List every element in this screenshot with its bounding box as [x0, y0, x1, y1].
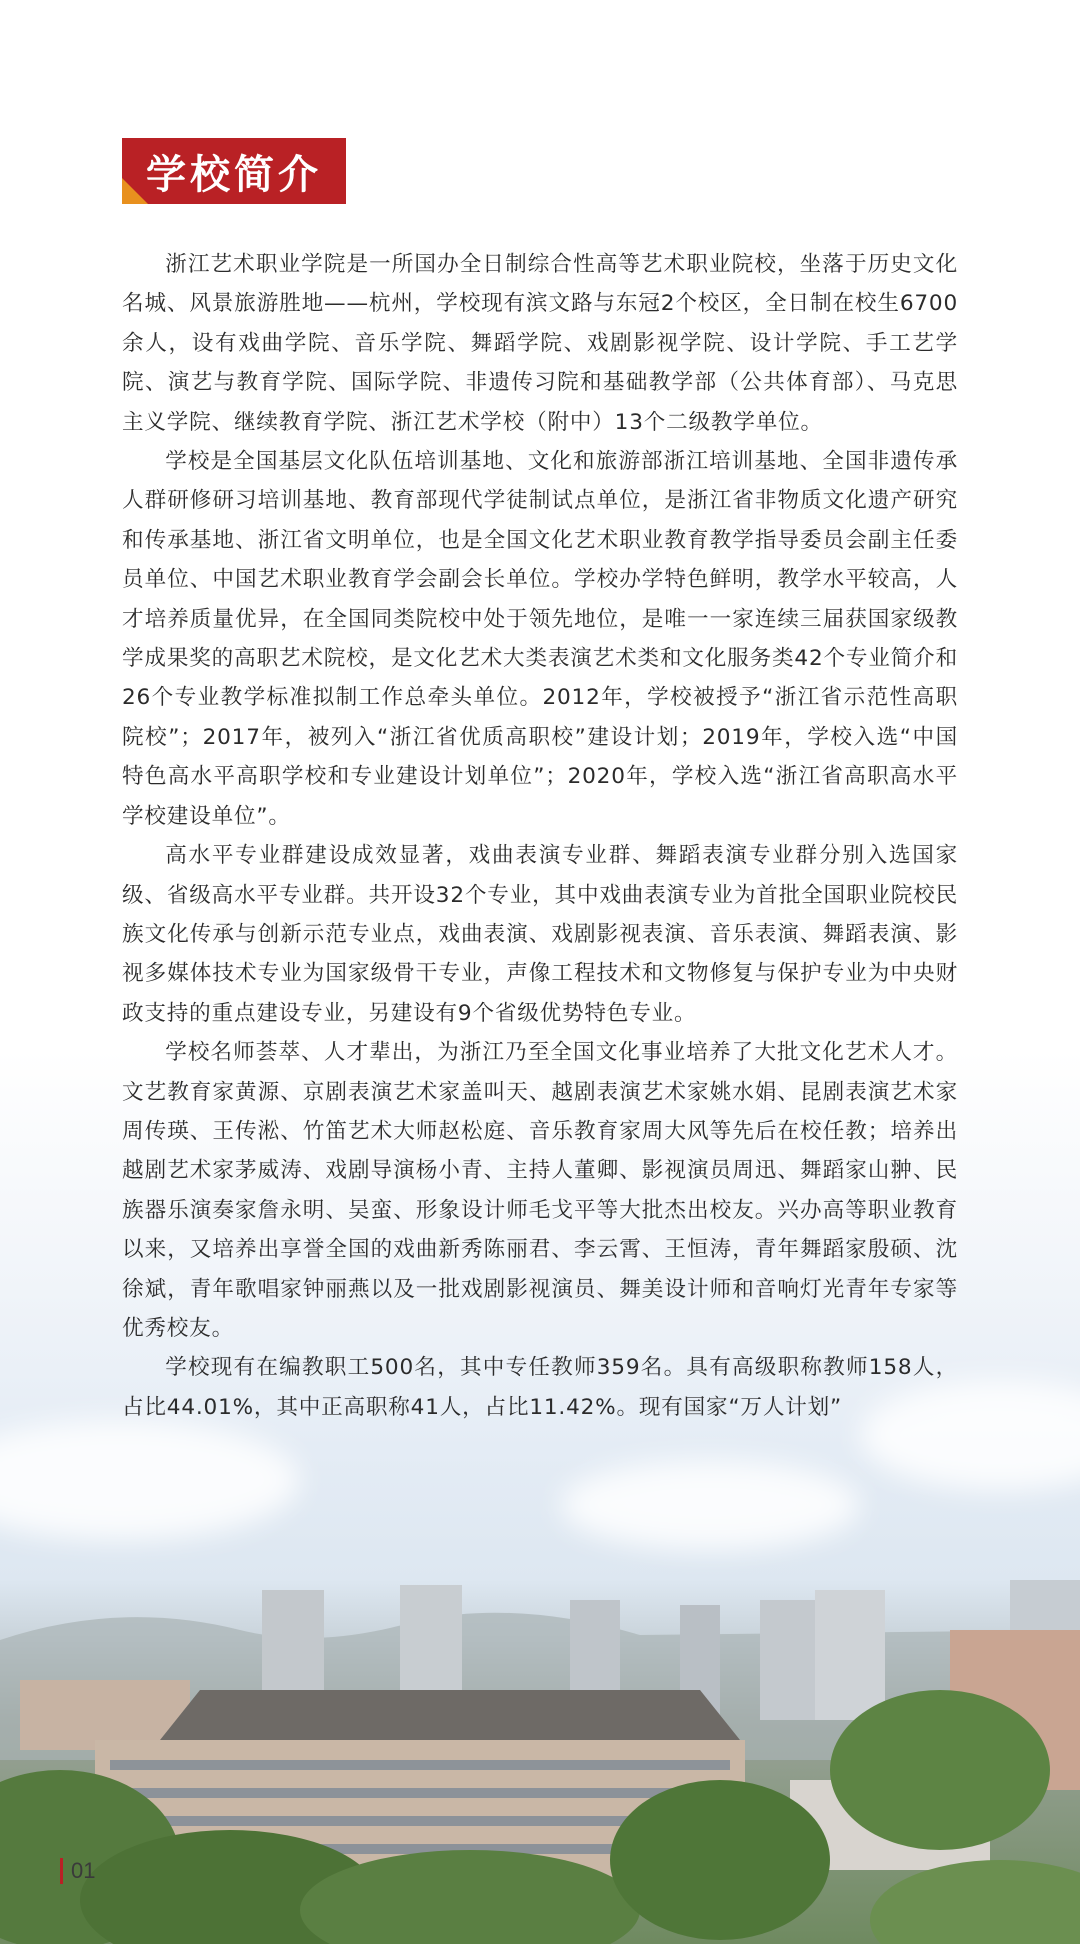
- paragraph: 学校是全国基层文化队伍培训基地、文化和旅游部浙江培训基地、全国非遗传承人群研修研习培训基地、教育部现代学徒制试点单位，是浙江省非物质文化遗产研究和传承基地、浙江省文明单位，也是全国文化艺术职业教育教学指导委员会副主任委员单位、中国艺术职业教育学会副会长单位。学校办学特色鲜明，教学水平较高，人才培养质量优异，在全国同类院校中处于领先地位，是唯一一家连续三届获国家级教学成果奖的高职艺术院校，是文化艺术大类表演艺术类和文化服务类42个专业简介和26个专业教学标准拟制工作总牵头单位。2012年，学校被授予“浙江省示范性高职院校”；2017年，被列入“浙江省优质高职校”建设计划；2019年，学校入选“中国特色高水平高职学校和专业建设计划单位”；2020年，学校入选“浙江省高职高水平学校建设单位”。: [122, 449, 958, 829]
- paragraph: 学校现有在编教职工500名，其中专任教师359名。具有高级职称教师158人，占比44.01%，其中正高职称41人，占比11.42%。现有国家“万人计划”: [122, 1355, 958, 1420]
- paragraph: 浙江艺术职业学院是一所国办全日制综合性高等艺术职业院校，坐落于历史文化名城、风景旅游胜地——杭州，学校现有滨文路与东冠2个校区，全日制在校生6700余人，设有戏曲学院、音乐学院、舞蹈学院、戏剧影视学院、设计学院、手工艺学院、演艺与教育学院、国际学院、非遗传习院和基础教学部（公共体育部）、马克思主义学院、继续教育学院、浙江艺术学校（附中）13个二级教学单位。: [122, 252, 958, 435]
- section-title: 学校简介: [146, 151, 322, 198]
- campus-photo: [0, 1560, 1080, 1944]
- sky-cloud: [0, 1420, 300, 1540]
- tower: [815, 1590, 885, 1720]
- sky-cloud: [560, 1460, 860, 1550]
- paragraph: 学校名师荟萃、人才辈出，为浙江乃至全国文化事业培养了大批文化艺术人才。文艺教育家黄源、京剧表演艺术家盖叫天、越剧表演艺术家姚水娟、昆剧表演艺术家周传瑛、王传淞、竹笛艺术大师赵松庭、音乐教育家周大风等先后在校任教；培养出越剧艺术家茅威涛、戏剧导演杨小青、主持人董卿、影视演员周迅、舞蹈家山翀、民族器乐演奏家詹永明、吴蛮、形象设计师毛戈平等大批杰出校友。兴办高等职业教育以来，又培养出享誉全国的戏曲新秀陈丽君、李云霄、王恒涛，青年舞蹈家殷硕、沈徐斌，青年歌唱家钟丽燕以及一批戏剧影视演员、舞美设计师和音响灯光青年专家等优秀校友。: [122, 1040, 958, 1341]
- paragraph: 高水平专业群建设成效显著，戏曲表演专业群、舞蹈表演专业群分别入选国家级、省级高水平专业群。共开设32个专业，其中戏曲表演专业为首批全国职业院校民族文化传承与创新示范专业点，戏曲表演、戏剧影视表演、音乐表演、舞蹈表演、影视多媒体技术专业为国家级骨干专业，声像工程技术和文物修复与保护专业为中央财政支持的重点建设专业，另建设有9个省级优势特色专业。: [122, 843, 958, 1026]
- body-text: [122, 245, 958, 1427]
- main-building-roof: [160, 1690, 740, 1740]
- section-title-badge: [122, 138, 346, 204]
- page-number: 01: [60, 1858, 95, 1884]
- tower: [760, 1600, 815, 1720]
